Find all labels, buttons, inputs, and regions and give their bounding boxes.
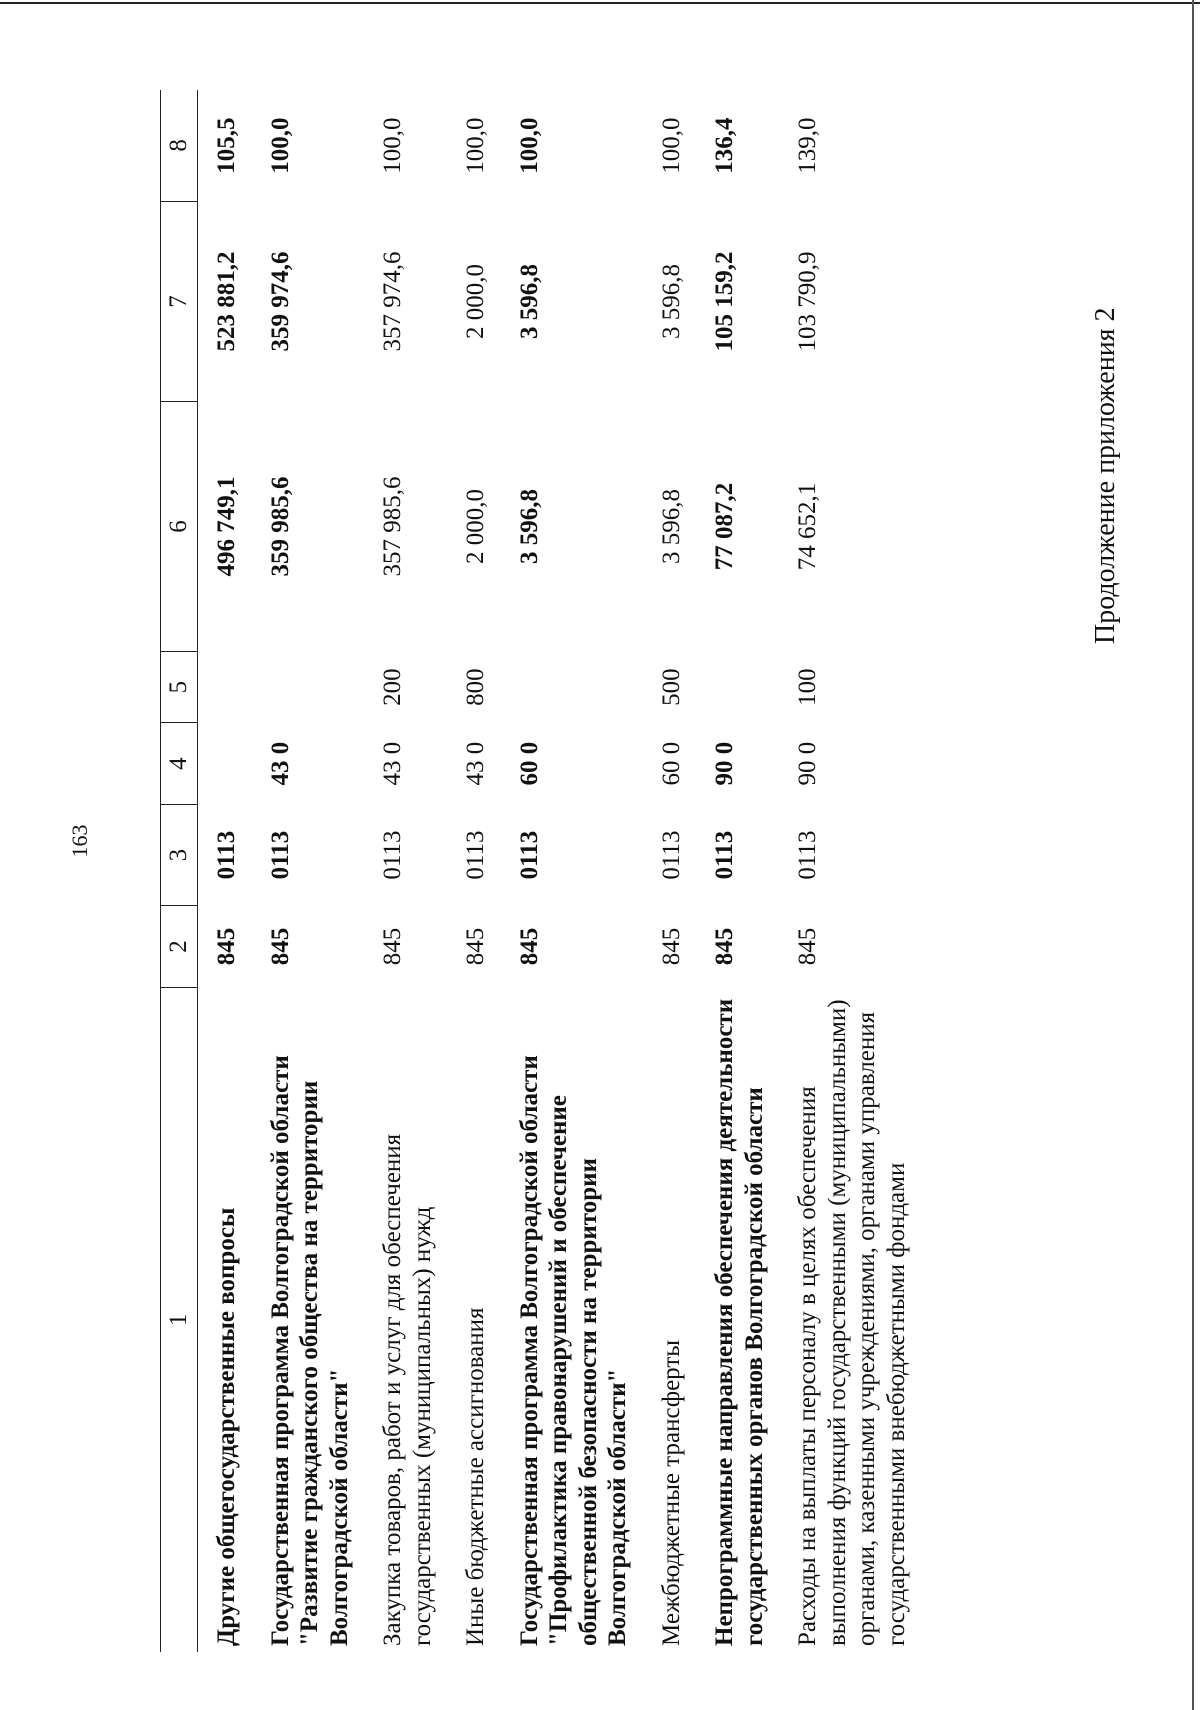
row-value-cell-8: 100,0: [515, 117, 543, 174]
row-value-cell-2: 845: [462, 927, 489, 966]
row-name-cell: Другие общегосударственные вопросы: [213, 1207, 240, 1646]
row-value-cell-2: 845: [213, 927, 240, 966]
row-value-cell-2: 845: [794, 927, 821, 966]
column-header-4: 4: [161, 723, 198, 805]
row-value-cell-8: 136,4: [711, 117, 738, 174]
row-value-cell-4: 60 0: [657, 741, 685, 786]
row-value-cell-8: 100,0: [379, 117, 406, 174]
row-name-cell: Государственная программа Волгоградской области "Развитие гражданского общества на территории Волгоградской области": [266, 1055, 353, 1646]
row-value-cell-4: 90 0: [794, 741, 821, 786]
table-row: [696, 90, 779, 1652]
page-top-edge: [0, 2, 1200, 4]
row-value-cell-3: 0113: [266, 830, 294, 880]
row-value-cell-5: 500: [657, 668, 685, 706]
column-header-6: 6: [161, 402, 198, 652]
rotated-page-content: [0, 90, 1140, 1690]
column-header-3: 3: [161, 804, 198, 905]
budget-table: [160, 90, 921, 1652]
row-value-cell-8: 100,0: [462, 117, 489, 174]
row-name-cell: Межбюджетные трансферты: [657, 1339, 685, 1646]
row-value-cell-8: 105,5: [213, 117, 240, 174]
row-value-cell-4: [198, 723, 252, 805]
row-value-cell-6: 77 087,2: [711, 482, 738, 571]
row-value-cell-2: 845: [515, 927, 543, 966]
row-value-cell-3: 0113: [213, 830, 240, 880]
row-value-cell-7: 105 159,2: [711, 251, 738, 352]
table-row: [198, 90, 252, 1652]
row-value-cell-4: 43 0: [379, 741, 406, 786]
row-value-cell-7: 357 974,6: [379, 251, 406, 352]
page-number: 163: [67, 824, 92, 858]
row-value-cell-3: 0113: [379, 830, 406, 880]
row-value-cell-2: 845: [379, 927, 406, 966]
appendix-continuation-title: Продолжение приложения 2: [1090, 307, 1121, 644]
row-value-cell-6: 74 652,1: [794, 482, 821, 571]
row-value-cell-7: 2 000,0: [462, 264, 489, 340]
table-row: [364, 90, 447, 1652]
row-value-cell-7: 523 881,2: [213, 251, 240, 352]
row-value-cell-5: 200: [379, 668, 406, 706]
row-value-cell-7: 3 596,8: [515, 264, 543, 340]
row-name-cell: Иные бюджетные ассигнования: [462, 1307, 489, 1646]
table-row: [779, 90, 921, 1652]
row-value-cell-6: 3 596,8: [657, 489, 685, 565]
column-header-7: 7: [161, 201, 198, 401]
table-row: [501, 90, 643, 1652]
page-right-edge: [1192, 0, 1194, 1710]
table-row: [643, 90, 697, 1652]
row-value-cell-7: 3 596,8: [657, 264, 685, 340]
row-value-cell-4: 43 0: [462, 741, 489, 786]
row-value-cell-5: [198, 651, 252, 723]
row-value-cell-3: 0113: [711, 830, 738, 880]
row-value-cell-6: 3 596,8: [515, 489, 543, 565]
row-value-cell-5: 100: [794, 668, 821, 706]
table-row: [252, 90, 365, 1652]
row-value-cell-2: 845: [711, 927, 738, 966]
row-value-cell-4: 60 0: [515, 741, 543, 786]
row-value-cell-7: 103 790,9: [794, 251, 821, 352]
row-value-cell-3: 0113: [515, 830, 543, 880]
row-name-cell: Непрограммные направления обеспечения деятельности государственных органов Волгоградской области: [711, 998, 768, 1646]
row-value-cell-2: 845: [266, 927, 294, 966]
row-value-cell-6: 496 749,1: [213, 476, 240, 577]
row-value-cell-7: 359 974,6: [266, 251, 294, 352]
row-value-cell-3: 0113: [462, 830, 489, 880]
row-value-cell-4: 43 0: [266, 741, 294, 786]
column-header-8: 8: [161, 90, 198, 201]
table-header-row: [161, 90, 198, 1652]
row-value-cell-6: 357 985,6: [379, 476, 406, 577]
row-value-cell-5: 800: [462, 668, 489, 706]
column-header-1: 1: [161, 987, 198, 1652]
row-value-cell-8: 139,0: [794, 117, 821, 174]
row-value-cell-5: [501, 651, 643, 723]
row-value-cell-8: 100,0: [266, 117, 294, 174]
row-value-cell-3: 0113: [794, 830, 821, 880]
row-value-cell-2: 845: [657, 927, 685, 966]
row-name-cell: Расходы на выплаты персоналу в целях обеспечения выполнения функций государственными (муниципальными) органами, казенными учреждениями, органами управления государственными внебюджетными фондами: [794, 999, 910, 1646]
row-value-cell-4: 90 0: [711, 741, 738, 786]
row-name-cell: Государственная программа Волгоградской области "Профилактика правонарушений и обеспечение общественной безопасности на территории Волгоградской области": [515, 1055, 631, 1646]
row-value-cell-5: [696, 651, 779, 723]
row-value-cell-3: 0113: [657, 830, 685, 880]
row-value-cell-6: 359 985,6: [266, 476, 294, 577]
row-name-cell: Закупка товаров, работ и услуг для обеспечения государственных (муниципальных) нужд: [379, 1133, 436, 1646]
row-value-cell-6: 2 000,0: [462, 489, 489, 565]
column-header-2: 2: [161, 906, 198, 987]
row-value-cell-5: [252, 651, 365, 723]
row-value-cell-8: 100,0: [657, 117, 685, 174]
column-header-5: 5: [161, 651, 198, 723]
table-row: [447, 90, 501, 1652]
